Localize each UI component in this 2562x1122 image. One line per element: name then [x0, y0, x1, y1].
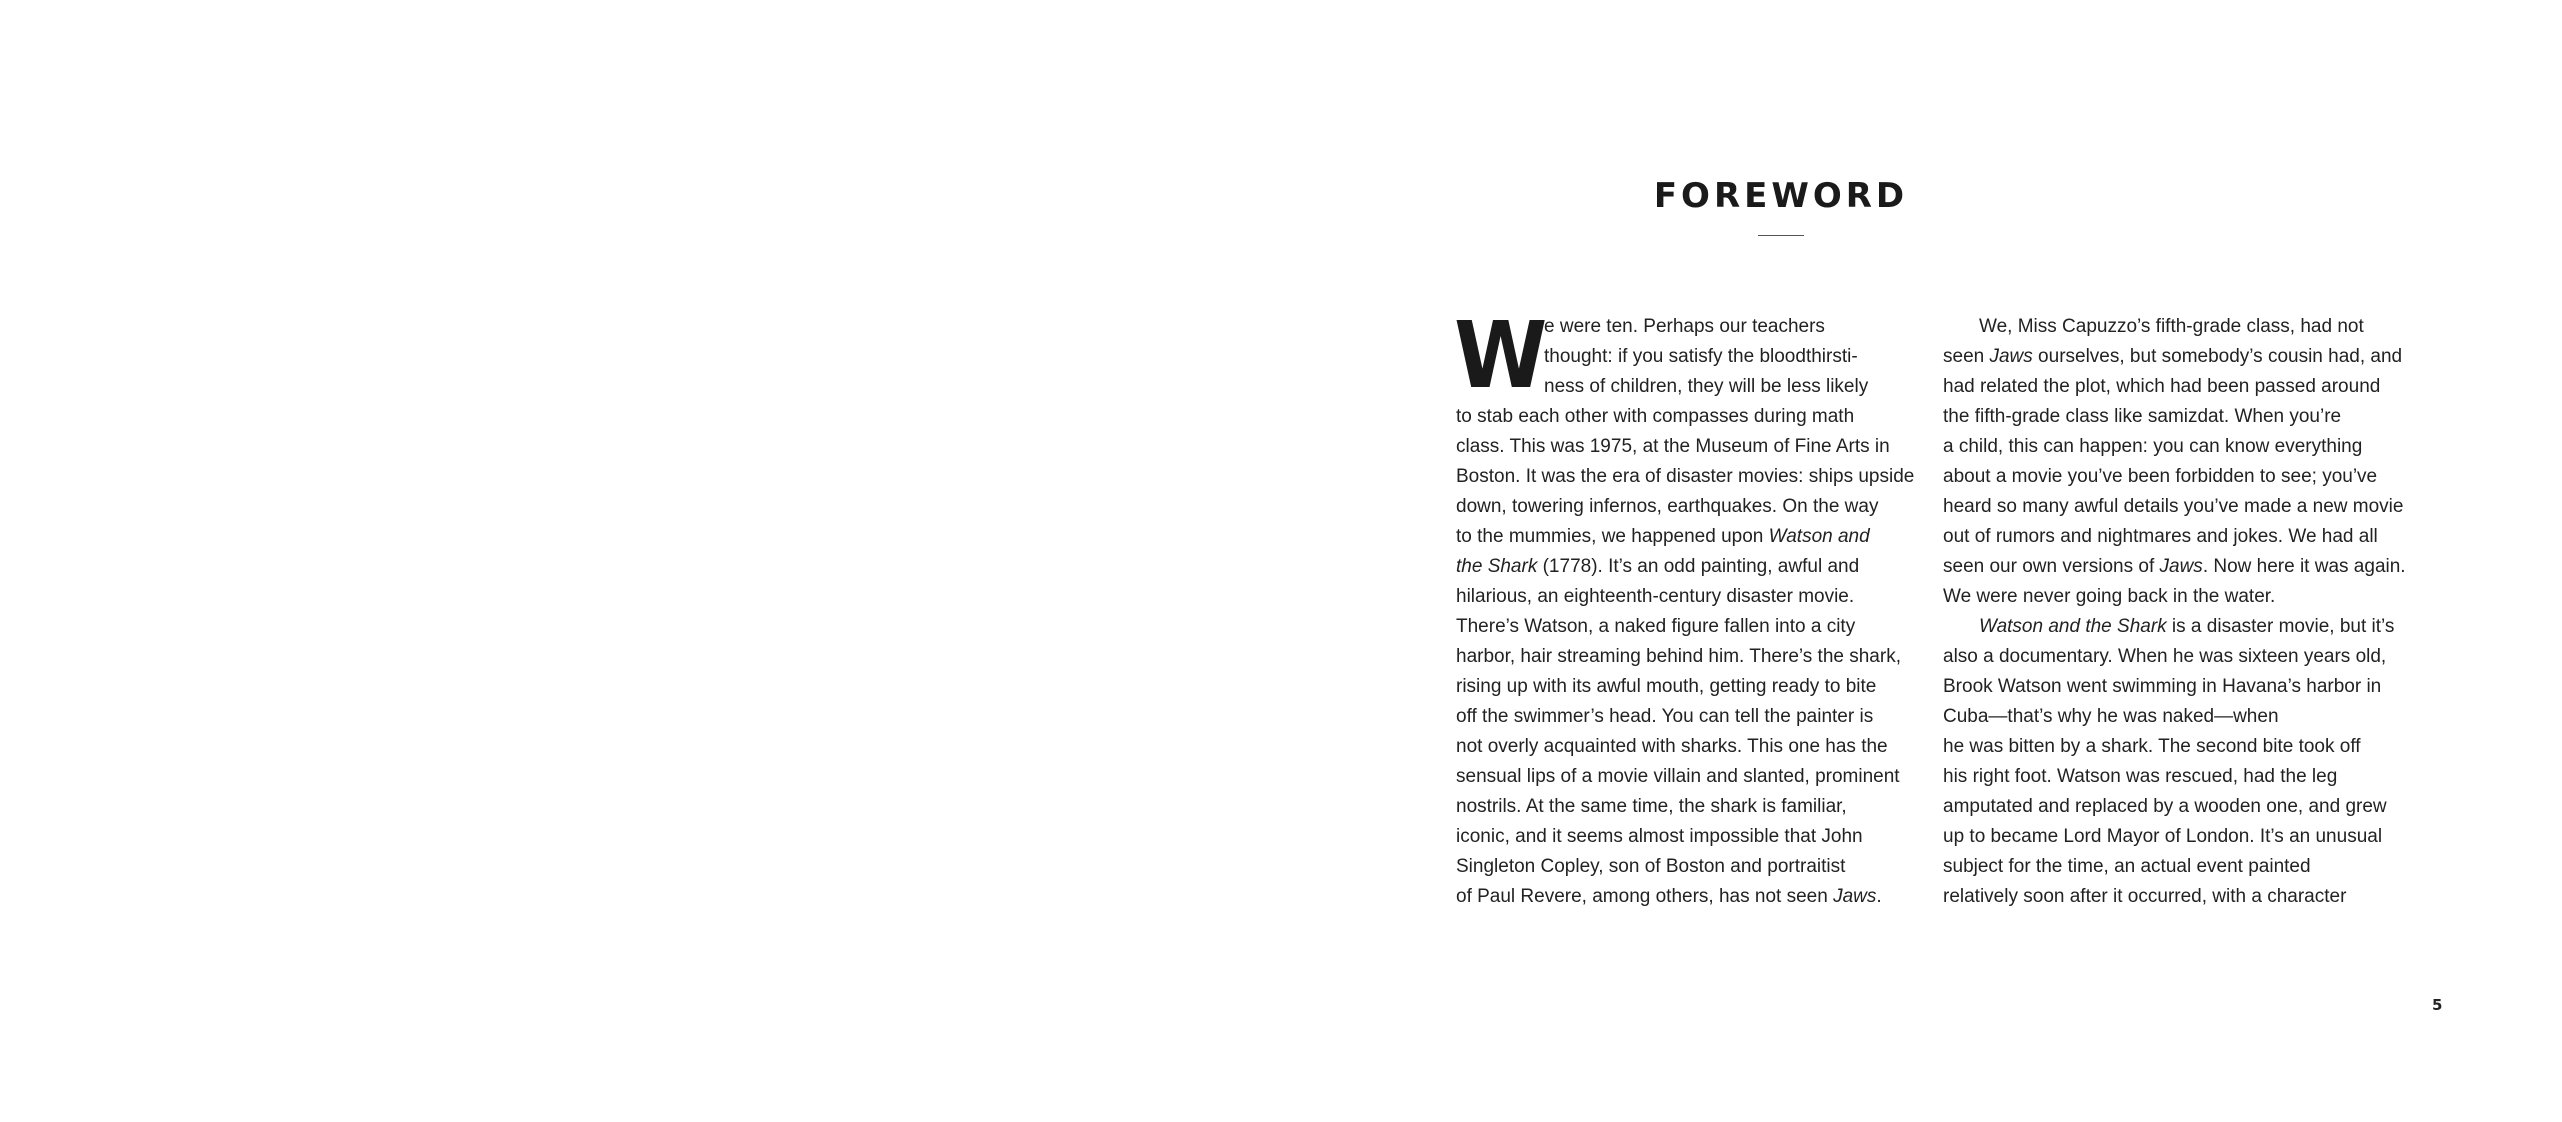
italic-title: Jaws: [1833, 886, 1877, 907]
text-line: down, towering infernos, earthquakes. On the way: [1456, 496, 1879, 517]
text-line: ness of children, they will be less likely: [1544, 376, 1869, 397]
text-line: off the swimmer’s head. You can tell the painter is: [1456, 706, 1874, 727]
text-line: heard so many awful details you’ve made a new movie: [1943, 496, 2404, 517]
text-line: sensual lips of a movie villain and slanted, prominent: [1456, 766, 1900, 787]
text-line: hilarious, an eighteenth-century disaster movie.: [1456, 586, 1855, 607]
text-line: amputated and replaced by a wooden one, and grew: [1943, 796, 2387, 817]
title-divider: [1758, 235, 1804, 236]
text-line: Boston. It was the era of disaster movies: ships upside: [1456, 466, 1915, 487]
text-line: Brook Watson went swimming in Havana’s harbor in: [1943, 676, 2382, 697]
text-column-right: [1943, 312, 2413, 912]
text-line: iconic, and it seems almost impossible that John: [1456, 826, 1863, 847]
text-line: out of rumors and nightmares and jokes. We had all: [1943, 526, 2378, 547]
text-line: had related the plot, which had been passed around: [1943, 376, 2381, 397]
text-line: relatively soon after it occurred, with a character: [1943, 886, 2347, 907]
text-line: nostrils. At the same time, the shark is familiar,: [1456, 796, 1847, 817]
text-line: class. This was 1975, at the Museum of Fine Arts in: [1456, 436, 1890, 457]
text-line: about a movie you’ve been forbidden to see; you’ve: [1943, 466, 2378, 487]
text-line: of Paul Revere, among others, has not seen Jaws.: [1456, 886, 1882, 907]
text-line: his right foot. Watson was rescued, had the leg: [1943, 766, 2338, 787]
page-title: FOREWORD: [1653, 176, 1909, 216]
text-line: seen Jaws ourselves, but somebody’s cousin had, and: [1943, 346, 2403, 367]
text-line: he was bitten by a shark. The second bite took off: [1943, 736, 2361, 757]
italic-title: Watson and the Shark: [1979, 616, 2167, 637]
italic-title: Jaws: [2159, 556, 2203, 577]
italic-title: Watson and: [1768, 526, 1870, 547]
text-line: a child, this can happen: you can know everything: [1943, 436, 2363, 457]
page-number: 5: [2432, 996, 2443, 1014]
text-column-left: [1454, 302, 1926, 912]
text-line: to stab each other with compasses during math: [1456, 406, 1855, 427]
text-line: to the mummies, we happened upon Watson and: [1456, 526, 1870, 547]
text-line: seen our own versions of Jaws. Now here it was again.: [1943, 556, 2406, 577]
text-line: We, Miss Capuzzo’s fifth-grade class, had not: [1979, 316, 2364, 337]
text-line: Watson and the Shark is a disaster movie, but it’s: [1979, 616, 2395, 637]
text-line: not overly acquainted with sharks. This one has the: [1456, 736, 1888, 757]
text-line: Cuba—that’s why he was naked—when: [1943, 706, 2279, 727]
text-line: subject for the time, an actual event painted: [1943, 856, 2311, 877]
drop-cap: W: [1454, 302, 1548, 409]
text-line: rising up with its awful mouth, getting ready to bite: [1456, 676, 1877, 697]
italic-title: Jaws: [1989, 346, 2033, 367]
text-line: harbor, hair streaming behind him. There’s the shark,: [1456, 646, 1901, 667]
text-line: We were never going back in the water.: [1943, 586, 2276, 607]
italic-title: the Shark: [1456, 556, 1538, 577]
text-line: the fifth-grade class like samizdat. When you’re: [1943, 406, 2342, 427]
text-line: There’s Watson, a naked figure fallen into a city: [1456, 616, 1856, 637]
text-line: the Shark (1778). It’s an odd painting, awful and: [1456, 556, 1860, 577]
text-line: up to became Lord Mayor of London. It’s an unusual: [1943, 826, 2383, 847]
text-line: also a documentary. When he was sixteen years old,: [1943, 646, 2387, 667]
text-line: thought: if you satisfy the bloodthirsti-: [1544, 346, 1858, 367]
text-line: e were ten. Perhaps our teachers: [1544, 316, 1825, 337]
text-line: Singleton Copley, son of Boston and portraitist: [1456, 856, 1846, 877]
